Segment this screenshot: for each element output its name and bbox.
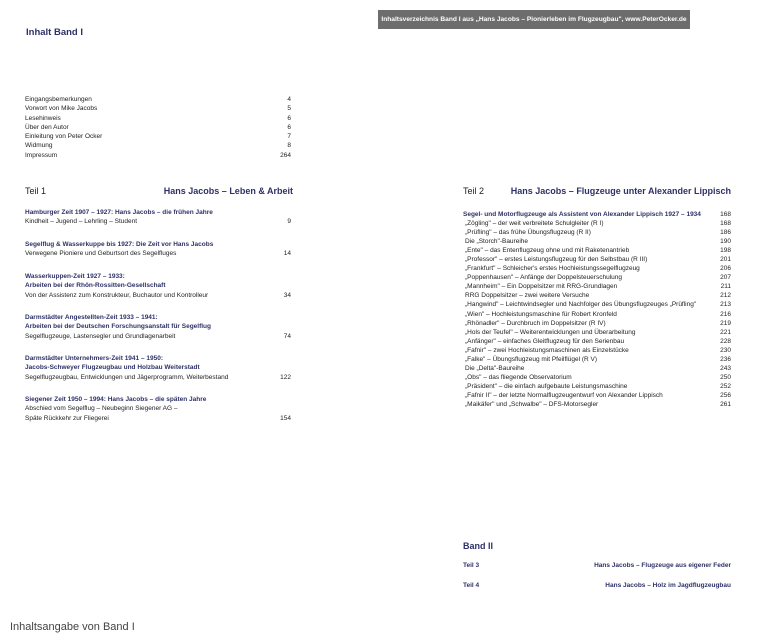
toc-entry-text: Lesehinweis xyxy=(25,114,61,122)
toc-entry[interactable] xyxy=(463,219,731,228)
toc-entry-page: 9 xyxy=(287,218,291,226)
toc-entry[interactable] xyxy=(463,310,731,319)
toc-entry[interactable] xyxy=(463,364,731,373)
toc-entry-page: 198 xyxy=(720,247,731,255)
toc-entry-page: 154 xyxy=(280,414,291,422)
toc-entry[interactable] xyxy=(25,249,291,258)
toc-entry-text: Von der Assistenz zum Konstrukteur, Buchautor und Kontrolleur xyxy=(25,291,209,299)
toc-entry[interactable] xyxy=(463,328,731,337)
toc-entry-text: „Falke" – Übungsflugzeug mit Pfeilflügel (R V) xyxy=(465,355,598,363)
teil2-heading xyxy=(463,186,731,196)
toc-entry-page xyxy=(287,404,291,413)
toc-entry-page: 8 xyxy=(287,142,291,150)
toc-entry-page: 228 xyxy=(720,337,731,345)
teil1-label: Teil 1 xyxy=(25,186,47,196)
toc-entry[interactable] xyxy=(463,337,731,346)
toc-entry-page: 122 xyxy=(280,373,291,381)
section-title: Wasserkuppen-Zeit 1927 – 1933: xyxy=(25,273,125,280)
toc-entry-page: 6 xyxy=(287,123,291,131)
toc-entry-text: „Mannheim" – Ein Doppelsitzer mit RRG-Grundlagen xyxy=(465,283,618,291)
band2-title: Band II xyxy=(463,541,494,551)
toc-entry[interactable] xyxy=(25,123,291,132)
toc-entry-text: „Zögling" – der weit verbreitete Schulgleiter (R I) xyxy=(465,220,604,228)
header-banner: Inhaltsverzeichnis Band I aus „Hans Jacobs – Pionierleben im Flugzeugbau", www.PeterOcker.de xyxy=(378,10,690,29)
front-matter-list xyxy=(25,95,291,160)
band2-entry[interactable] xyxy=(463,582,731,589)
toc-entry-text: Widmung xyxy=(25,142,53,150)
toc-entry[interactable] xyxy=(463,300,731,309)
toc-entry-page: 230 xyxy=(720,346,731,354)
toc-entry-text: Segelflugzeuge, Lastensegler und Grundlagenarbeit xyxy=(25,332,176,340)
toc-entry[interactable] xyxy=(25,414,291,423)
toc-entry[interactable] xyxy=(463,382,731,391)
toc-entry-text: Einleitung von Peter Ocker xyxy=(25,133,103,141)
toc-entry-page: 212 xyxy=(720,292,731,300)
toc-entry-text: Späte Rückkehr zur Fliegerei xyxy=(25,414,109,422)
teil2-label: Teil 2 xyxy=(463,186,485,196)
toc-entry-text: „Hangwind" – Leichtwindsegler und Nachfolger des Übungsflugzeuges „Prüfling" xyxy=(465,301,697,309)
toc-entry[interactable] xyxy=(463,282,731,291)
toc-entry-text: „Prüfling" – das frühe Übungsflugzeug (R II) xyxy=(465,229,591,237)
band2-entry-title: Hans Jacobs – Flugzeuge aus eigener Feder xyxy=(594,562,731,569)
toc-entry-text: „Professor" – erstes Leistungsflugzeug für den Selbstbau (R III) xyxy=(465,256,648,264)
toc-entry-text: „Hols der Teufel" – Weiterentwicklungen und Überarbeitung xyxy=(465,328,636,336)
toc-entry[interactable] xyxy=(463,237,731,246)
toc-entry[interactable] xyxy=(463,400,731,409)
teil1-title: Hans Jacobs – Leben & Arbeit xyxy=(163,186,293,196)
toc-entry-text: Die „Delta"-Baureihe xyxy=(465,364,525,372)
section-title: Segel- und Motorflugzeuge als Assistent von Alexander Lippisch 1927 – 1934 xyxy=(463,211,701,218)
toc-entry[interactable] xyxy=(25,95,291,104)
band2-entry-label: Teil 3 xyxy=(463,562,480,569)
toc-section xyxy=(25,354,291,382)
toc-entry-text: „Ente" – das Entenflugzeug ohne und mit Raketenantrieb xyxy=(465,247,630,255)
toc-entry[interactable] xyxy=(463,373,731,382)
toc-entry-text: „Obs" – das fliegende Observatorium xyxy=(465,373,572,381)
toc-entry-text: „Frankfurt" – Schleicher's erstes Hochleistungssegelflugzeug xyxy=(465,265,640,273)
toc-entry-text: „Fafnir" – zwei Hochleistungsmaschinen als Einzelstücke xyxy=(465,346,629,354)
teil2-title: Hans Jacobs – Flugzeuge unter Alexander Lippisch xyxy=(510,186,731,196)
section-title: Hamburger Zeit 1907 – 1927: Hans Jacobs – die frühen Jahre xyxy=(25,209,213,216)
toc-entry[interactable] xyxy=(463,346,731,355)
toc-section-heading[interactable] xyxy=(463,210,731,219)
toc-entry[interactable] xyxy=(463,228,731,237)
page-title: Inhalt Band I xyxy=(26,27,83,38)
section-page: 168 xyxy=(720,211,731,218)
toc-entry-page: 256 xyxy=(720,391,731,399)
toc-section xyxy=(25,240,291,259)
toc-entry-page: 213 xyxy=(720,301,731,309)
toc-entry-page: 264 xyxy=(280,151,291,159)
toc-entry-text: Segelflugzeugbau, Entwicklungen und Jägerprogramm, Weiterbestand xyxy=(25,373,229,381)
toc-entry[interactable] xyxy=(463,246,731,255)
section-subtitle: Arbeiten bei der Deutschen Forschungsanstalt für Segelflug xyxy=(25,323,212,331)
toc-entry-page: 221 xyxy=(720,328,731,336)
section-title: Darmstädter Angestellten-Zeit 1933 – 1941: xyxy=(25,314,158,321)
toc-entry[interactable] xyxy=(463,355,731,364)
band2-entry[interactable] xyxy=(463,562,731,569)
toc-entry-text: Kindheit – Jugend – Lehrling – Student xyxy=(25,218,138,226)
toc-entry-text: „Poppenhausen" – Anfänge der Doppelsteuerschulung xyxy=(465,274,622,282)
toc-entry-page: 7 xyxy=(287,133,291,141)
toc-entry-page: 243 xyxy=(720,364,731,372)
band2-entry-title: Hans Jacobs – Holz im Jagdflugzeugbau xyxy=(605,582,731,589)
toc-entry-text: Impressum xyxy=(25,151,58,159)
toc-entry-page: 236 xyxy=(720,355,731,363)
toc-entry[interactable] xyxy=(463,291,731,300)
toc-entry[interactable] xyxy=(463,319,731,328)
toc-entry-text: „Präsident" – die einfach aufgebaute Leistungsmaschine xyxy=(465,382,628,390)
toc-section xyxy=(25,395,291,423)
toc-entry-page: 250 xyxy=(720,373,731,381)
image-caption: Inhaltsangabe von Band I xyxy=(10,621,135,633)
toc-entry-text: Vorwort von Mike Jacobs xyxy=(25,105,98,113)
toc-entry-page: 207 xyxy=(720,274,731,282)
toc-entry[interactable] xyxy=(25,217,291,226)
toc-entry-page: 211 xyxy=(720,283,731,291)
toc-entry[interactable] xyxy=(25,114,291,123)
toc-entry-page: 252 xyxy=(720,382,731,390)
teil1-heading xyxy=(25,186,293,196)
section-title: Segelflug & Wasserkuppe bis 1927: Die Zeit vor Hans Jacobs xyxy=(25,241,214,248)
toc-entry[interactable] xyxy=(25,404,291,413)
toc-entry-text: Über den Autor xyxy=(25,123,69,131)
toc-entry[interactable] xyxy=(463,391,731,400)
toc-entry-page: 74 xyxy=(283,332,291,340)
toc-entry[interactable] xyxy=(463,264,731,273)
toc-entry-text: Abschied vom Segelflug – Neubeginn Siegener AG – xyxy=(25,405,178,413)
toc-entry-text: „Wien" – Hochleistungsmaschine für Robert Kronfeld xyxy=(465,310,617,318)
toc-entry-page: 201 xyxy=(720,256,731,264)
toc-entry-text: Eingangsbemerkungen xyxy=(25,96,92,103)
toc-section xyxy=(463,210,731,409)
toc-entry[interactable] xyxy=(25,332,291,341)
toc-entry[interactable] xyxy=(25,104,291,113)
section-title: Darmstädter Unternehmers-Zeit 1941 – 1950: xyxy=(25,355,164,362)
section-subtitle: Jacobs-Schweyer Flugzeugbau und Holzbau Weiterstadt xyxy=(25,364,200,372)
toc-entry-page: 34 xyxy=(283,291,291,299)
section-title: Siegener Zeit 1950 – 1994: Hans Jacobs – die späten Jahre xyxy=(25,396,207,403)
toc-section xyxy=(25,208,291,227)
toc-entry-page: 14 xyxy=(283,250,291,258)
toc-entry[interactable] xyxy=(25,132,291,141)
toc-entry-text: „Fafnir II" – der letzte Normalflugzeugentwurf von Alexander Lippisch xyxy=(465,391,663,399)
toc-entry[interactable] xyxy=(25,291,291,300)
toc-entry[interactable] xyxy=(25,373,291,382)
toc-entry[interactable] xyxy=(25,151,291,160)
toc-entry-page: 261 xyxy=(720,400,731,408)
toc-entry-text: „Rhönadler" – Durchbruch im Doppelsitzer (R IV) xyxy=(465,319,606,327)
band2-entry-label: Teil 4 xyxy=(463,582,480,589)
toc-entry[interactable] xyxy=(463,273,731,282)
toc-entry-text: Verwegene Pioniere und Geburtsort des Segelfluges xyxy=(25,250,177,258)
toc-section xyxy=(25,313,291,341)
toc-entry-page: 168 xyxy=(720,220,731,228)
toc-entry[interactable] xyxy=(25,141,291,150)
toc-entry-page: 6 xyxy=(287,114,291,122)
toc-entry-text: „Anfänger" – einfaches Gleitflugzeug für den Serienbau xyxy=(465,337,625,345)
toc-entry-page: 219 xyxy=(720,319,731,327)
toc-entry-page: 206 xyxy=(720,265,731,273)
toc-entry-text: „Maikäfer" und „Schwalbe" – DFS-Motorsegler xyxy=(465,400,599,408)
toc-entry-text: Die „Storch"-Baureihe xyxy=(465,238,529,246)
toc-entry-text: RRG Doppelsitzer – zwei weitere Versuche xyxy=(465,292,590,300)
toc-entry[interactable] xyxy=(463,255,731,264)
toc-entry-page: 5 xyxy=(287,105,291,113)
toc-entry-page: 4 xyxy=(287,96,291,103)
toc-entry-page: 216 xyxy=(720,310,731,318)
section-subtitle: Arbeiten bei der Rhön-Rossitten-Gesellschaft xyxy=(25,282,166,290)
toc-entry-page: 186 xyxy=(720,229,731,237)
toc-entry-page: 190 xyxy=(720,238,731,246)
toc-section xyxy=(25,272,291,300)
